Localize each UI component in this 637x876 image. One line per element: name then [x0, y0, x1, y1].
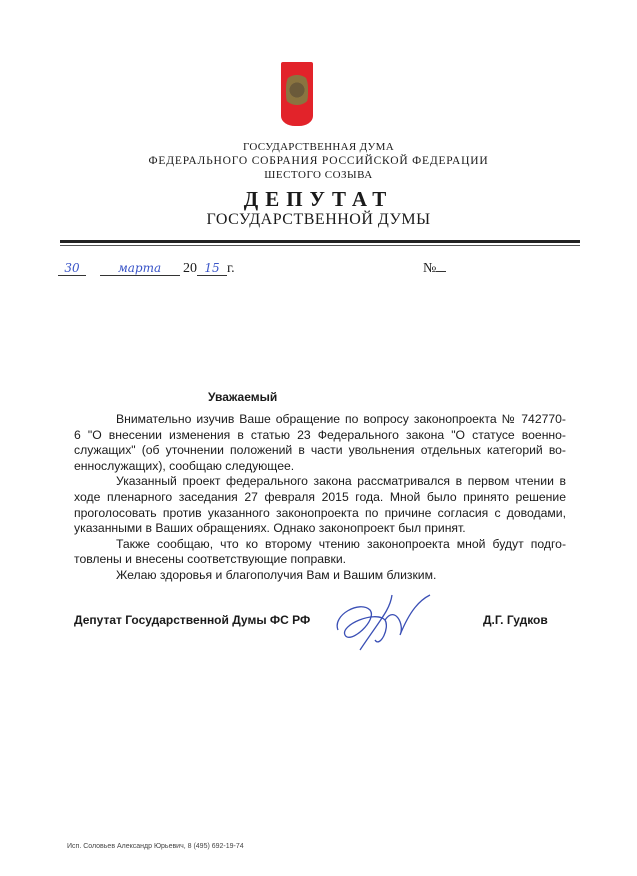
body-line: служащих" (об уточнении положений в части увольнения отдельных категорий во-: [74, 443, 566, 458]
letterhead-line1: ГОСУДАРСТВЕННАЯ ДУМА: [243, 141, 394, 153]
divider: [60, 240, 580, 243]
body-line: ходе пленарного заседания 27 февраля 2015 года. Мной было принято решение: [74, 489, 566, 504]
letterhead-line2: ФЕДЕРАЛЬНОГО СОБРАНИЯ РОССИЙСКОЙ ФЕДЕРАЦИИ: [148, 155, 489, 167]
letterhead-line3: ШЕСТОГО СОЗЫВА: [264, 169, 373, 181]
handwritten-signature: [330, 590, 440, 660]
date-year: 15: [197, 261, 227, 276]
date-month: марта: [100, 261, 180, 276]
coat-of-arms-icon: [281, 62, 313, 126]
executor-footer: Исп. Соловьев Александр Юрьевич, 8 (495) 692-19-74: [67, 843, 244, 850]
date: [58, 261, 235, 277]
signatory-position: Депутат Государственной Думы ФС РФ: [74, 613, 311, 627]
letterhead-subtitle: ГОСУДАРСТВЕННОЙ ДУМЫ: [206, 211, 431, 228]
letter-body: [74, 412, 566, 584]
signatory-name: Д.Г. Гудков: [483, 613, 548, 627]
body-line: Желаю здоровья и благополучия Вам и Вашим близким.: [116, 567, 437, 582]
body-line: проголосовать против указанного законопроекта по причине согласия с доводами,: [74, 505, 566, 520]
body-line: указанными в Ваших обращениях. Однако законопроект был принят.: [74, 521, 466, 536]
greeting: Уважаемый: [208, 390, 278, 404]
date-suffix: г.: [227, 261, 235, 276]
body-line: 6 "О внесении изменения в статью 23 Федерального закона "О статусе военно-: [74, 427, 566, 442]
date-day: 30: [58, 261, 86, 276]
document-number: №: [423, 261, 446, 277]
body-line: Указанный проект федерального закона рассматривался в первом чтении в: [116, 474, 566, 489]
body-line: Также сообщаю, что ко второму чтению законопроекта мной будут подго-: [116, 536, 566, 551]
body-line: Внимательно изучив Ваше обращение по вопросу законопроекта № 742770-: [116, 412, 566, 426]
date-year-prefix: 20: [183, 261, 197, 276]
letterhead-title: ДЕПУТАТ: [243, 187, 394, 211]
body-line: еннослужащих), сообщаю следующее.: [74, 458, 295, 473]
body-line: товлены и внесены соответствующие поправки.: [74, 552, 347, 567]
divider: [60, 245, 580, 246]
